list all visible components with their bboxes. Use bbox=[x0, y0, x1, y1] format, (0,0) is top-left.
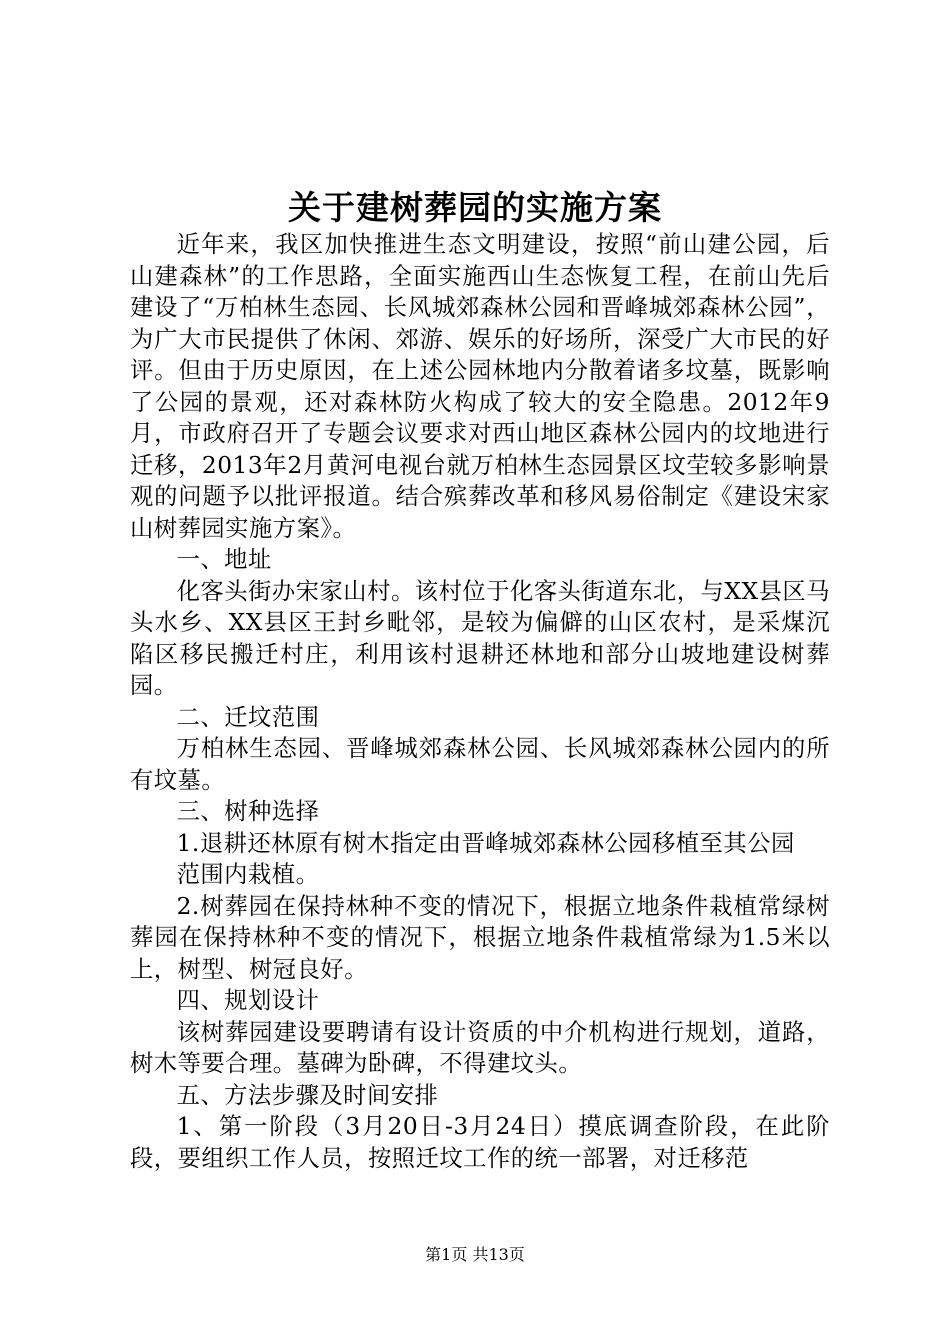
section-heading-relocation-scope: 二、迁坟范围 bbox=[176, 703, 320, 731]
section-heading-tree-selection: 三、树种选择 bbox=[176, 798, 320, 825]
paragraph-tree-selection-1: 1.退耕还林原有树木指定由晋峰城郊森林公园移植至其公园 bbox=[176, 829, 795, 857]
paragraph-intro: 近年来，我区加快推进生态文明建设，按照“前山建公园，后山建森林”的工作思路，全面实施西山生态恢复工程，在前山先后建设了“万柏林生态园、长风城郊森林公园和晋峰城郊森林公园”，为广大市民提供了休闲、郊游、娱乐的好场所，深受广大市民的好评。但由于历史原因，在上述公园林地内分散着诸多坟墓，既影响了公园的景观，还对森林防火构成了较大的安全隐患。2012年9月，市政府召开了专题会议要求对西山地区森林公园内的坟地进行迁移，2013年2月黄河电视台就万柏林生态园景区坟茔较多影响景观的问题予以批评报道。结合殡葬改革和移风易俗制定《建设宋家山树葬园实施方案》。 bbox=[130, 231, 830, 542]
paragraph-planning-design: 该树葬园建设要聘请有设计资质的中介机构进行规划，道路，树木等要合理。墓碑为卧碑，不得建坟头。 bbox=[130, 1018, 830, 1077]
paragraph-stage-1: 1、第一阶段（3月20日-3月24日）摸底调查阶段，在此阶段，要组织工作人员，按照迁坟工作的统一部署，对迁移范 bbox=[130, 1113, 830, 1172]
section-heading-address: 一、地址 bbox=[176, 546, 272, 573]
document-body bbox=[130, 229, 830, 1174]
page-footer: 第1页 共13页 bbox=[425, 1245, 525, 1264]
document-title: 关于建树葬园的实施方案 bbox=[288, 188, 662, 227]
paragraph-relocation-scope: 万柏林生态园、晋峰城郊森林公园、长风城郊森林公园内的所有坟墓。 bbox=[130, 735, 830, 794]
paragraph-address: 化客头街办宋家山村。该村位于化客头街道东北，与XX县区马头水乡、XX县区王封乡毗邻，是较为偏僻的山区农村，是采煤沉陷区移民搬迁村庄，利用该村退耕还林地和部分山坡地建设树葬园。 bbox=[130, 577, 830, 699]
paragraph-tree-selection-2: 2.树葬园在保持林种不变的情况下，根据立地条件栽植常绿树葬园在保持林种不变的情况下，根据立地条件栽植常绿为1.5米以上，树型、树冠良好。 bbox=[130, 892, 830, 983]
section-heading-steps-schedule: 五、方法步骤及时间安排 bbox=[176, 1081, 439, 1109]
paragraph-tree-selection-1-cont: 范围内栽植。 bbox=[176, 861, 320, 888]
section-heading-planning-design: 四、规划设计 bbox=[176, 987, 320, 1014]
